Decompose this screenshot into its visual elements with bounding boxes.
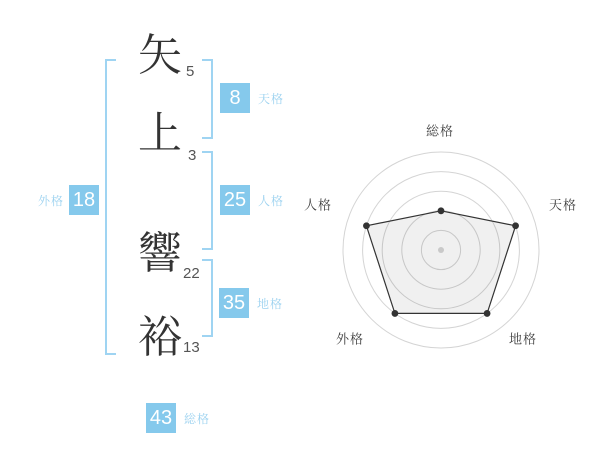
tenkaku-fortune-row — [220, 83, 284, 113]
gaikaku-label: 外格 — [38, 193, 65, 208]
radar-axis-label-gaikaku: 外格 — [335, 331, 365, 347]
soukaku-value-badge: 43 — [146, 403, 176, 433]
jinkaku-bracket — [202, 151, 213, 250]
chikaku-value-badge: 35 — [219, 288, 249, 318]
chikaku-label: 地格 — [257, 296, 284, 311]
radar-axis-label-soukaku: 総格 — [425, 123, 455, 139]
tenkaku-bracket — [202, 59, 213, 139]
chikaku-fortune-row — [219, 288, 283, 318]
gaikaku-bracket — [105, 59, 116, 355]
given-char-2: 裕 — [138, 313, 182, 362]
stroke-count-3: 22 — [183, 265, 200, 282]
radar-axis-label-jinkaku: 人格 — [303, 197, 333, 213]
soukaku-label: 総格 — [184, 411, 211, 426]
stroke-count-2: 3 — [188, 147, 197, 164]
surname-char-2: 上 — [138, 109, 182, 158]
jinkaku-label: 人格 — [258, 193, 285, 208]
stroke-count-1: 5 — [186, 63, 195, 80]
tenkaku-value-badge: 8 — [220, 83, 250, 113]
tenkaku-label: 天格 — [258, 91, 285, 106]
soukaku-fortune-row — [146, 403, 210, 433]
surname-char-1: 矢 — [138, 31, 182, 80]
jinkaku-fortune-row — [220, 185, 284, 215]
gaikaku-value-badge: 18 — [69, 185, 99, 215]
radar-axis-label-chikaku: 地格 — [508, 331, 538, 347]
chikaku-bracket — [202, 259, 213, 337]
jinkaku-value-badge: 25 — [220, 185, 250, 215]
radar-axis-label-tenkaku: 天格 — [548, 197, 578, 213]
given-char-1: 響 — [138, 229, 182, 278]
gaikaku-fortune-row — [38, 185, 99, 215]
stroke-count-4: 13 — [183, 339, 200, 356]
